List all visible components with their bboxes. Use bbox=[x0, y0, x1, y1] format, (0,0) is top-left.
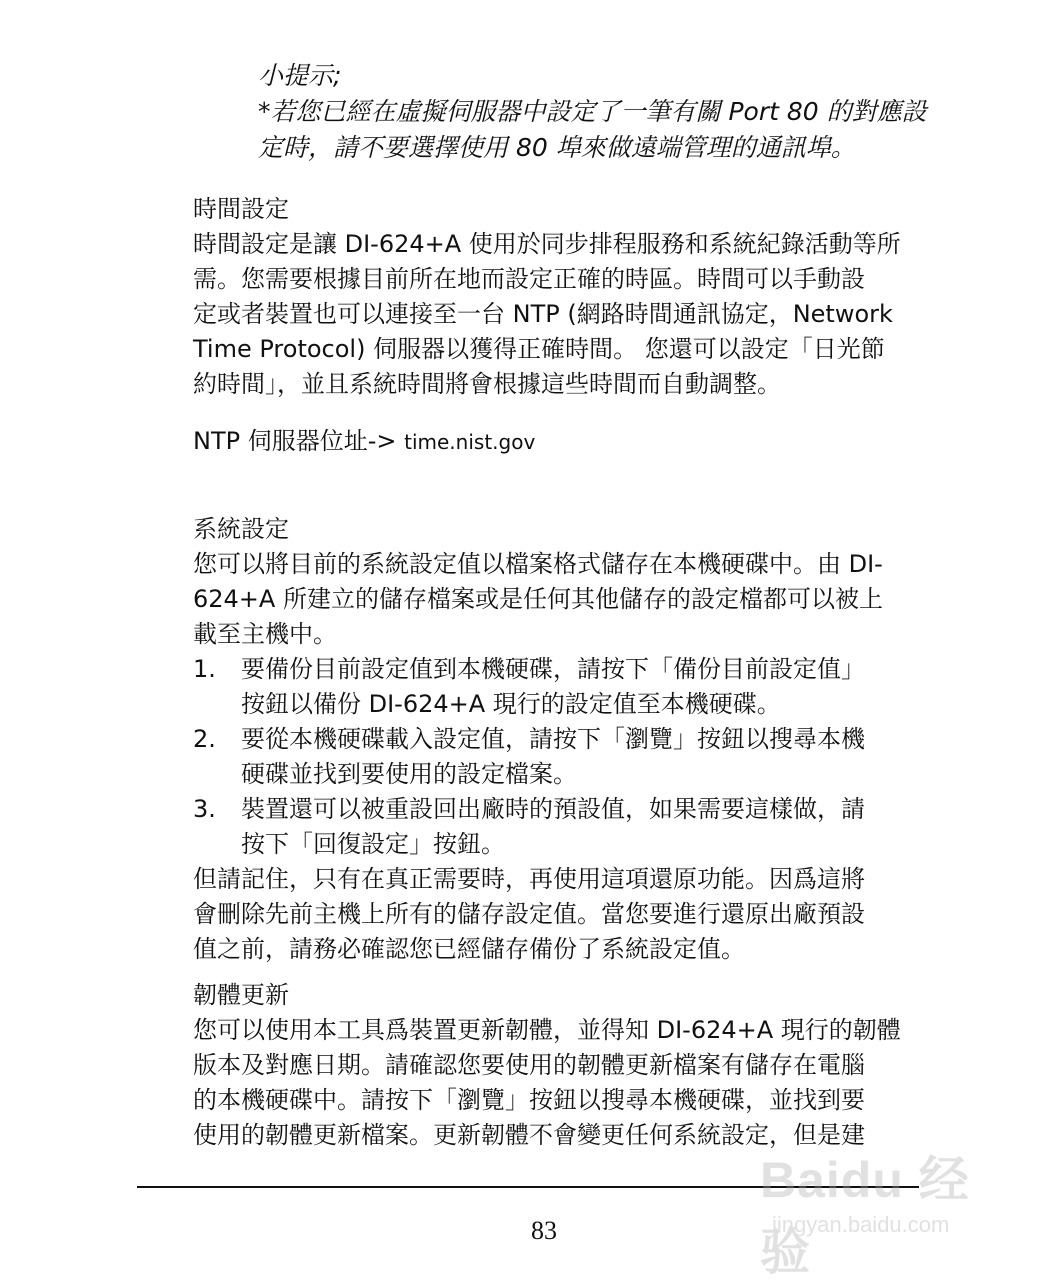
watermark-url: jingyan.baidu.com bbox=[772, 1212, 950, 1237]
tip-line: 定時，請不要選擇使用 80 埠來做遠端管理的通訊埠。 bbox=[258, 133, 856, 162]
tip-title: 小提示; bbox=[258, 61, 342, 90]
paragraph-line: 版本及對應日期。請確認您要使用的韌體更新檔案有儲存在電腦 bbox=[193, 1051, 865, 1079]
system-settings-section bbox=[193, 512, 938, 967]
paragraph-line: 624+A 所建立的儲存檔案或是任何其他儲存的設定檔都可以被上 bbox=[193, 585, 883, 613]
paragraph-line: 您可以使用本工具爲裝置更新韌體，並得知 DI-624+A 現行的韌體 bbox=[193, 1016, 901, 1044]
step-text: 按下「回復設定」按鈕。 bbox=[241, 830, 505, 858]
step-number: 3. bbox=[193, 795, 216, 823]
steps-list bbox=[193, 652, 938, 862]
list-item bbox=[193, 652, 938, 722]
paragraph-line: Time Protocol) 伺服器以獲得正確時間。 您還可以設定「日光節 bbox=[193, 335, 885, 363]
step-text: 硬碟並找到要使用的設定檔案。 bbox=[241, 760, 577, 788]
step-text: 按鈕以備份 DI-624+A 現行的設定值至本機硬碟。 bbox=[241, 690, 781, 718]
tip-line: *若您已經在虛擬伺服器中設定了一筆有關 Port 80 的對應設 bbox=[258, 97, 927, 126]
watermark-brand: Baidu 经验 bbox=[760, 1152, 970, 1280]
step-text: 要備份目前設定值到本機硬碟，請按下「備份目前設定值」 bbox=[241, 655, 865, 683]
ntp-label: NTP 伺服器位址-> bbox=[193, 427, 397, 455]
paragraph-line: 約時間」，並且系統時間將會根據這些時間而自動調整。 bbox=[193, 370, 781, 398]
step-text: 要從本機硬碟載入設定值，請按下「瀏覽」按鈕以搜尋本機 bbox=[241, 725, 865, 753]
paragraph-line: 值之前，請務必確認您已經儲存備份了系統設定值。 bbox=[193, 935, 745, 963]
firmware-update-section bbox=[193, 978, 938, 1153]
ntp-server-line bbox=[193, 424, 535, 460]
section-heading: 韌體更新 bbox=[193, 981, 289, 1009]
paragraph-line: 時間設定是讓 DI-624+A 使用於同步排程服務和系統紀錄活動等所 bbox=[193, 230, 901, 258]
list-item bbox=[193, 722, 938, 792]
paragraph-line: 定或者裝置也可以連接至一台 NTP (網路時間通訊協定，Network bbox=[193, 300, 893, 328]
paragraph-line: 需。您需要根據目前所在地而設定正確的時區。時間可以手動設 bbox=[193, 265, 865, 293]
paragraph-line: 您可以將目前的系統設定值以檔案格式儲存在本機硬碟中。由 DI- bbox=[193, 550, 883, 578]
step-number: 2. bbox=[193, 725, 216, 753]
tip-box bbox=[258, 58, 948, 166]
time-settings-section bbox=[193, 192, 938, 402]
paragraph-line: 但請記住，只有在真正需要時，再使用這項還原功能。因爲這將 bbox=[193, 865, 865, 893]
step-text: 裝置還可以被重設回出廠時的預設值，如果需要這樣做，請 bbox=[241, 795, 865, 823]
paragraph-line: 會刪除先前主機上所有的儲存設定值。當您要進行還原出廠預設 bbox=[193, 900, 865, 928]
paragraph-line: 的本機硬碟中。請按下「瀏覽」按鈕以搜尋本機硬碟，並找到要 bbox=[193, 1086, 865, 1114]
paragraph-line: 使用的韌體更新檔案。更新韌體不會變更任何系統設定，但是建 bbox=[193, 1121, 865, 1149]
page-number: 83 bbox=[531, 1216, 557, 1245]
list-item bbox=[193, 792, 938, 862]
ntp-address: time.nist.gov bbox=[404, 430, 536, 454]
baidu-watermark bbox=[752, 1140, 1002, 1280]
section-heading: 時間設定 bbox=[193, 195, 289, 223]
paragraph-line: 載至主機中。 bbox=[193, 620, 337, 648]
section-heading: 系統設定 bbox=[193, 515, 289, 543]
step-number: 1. bbox=[193, 655, 216, 683]
